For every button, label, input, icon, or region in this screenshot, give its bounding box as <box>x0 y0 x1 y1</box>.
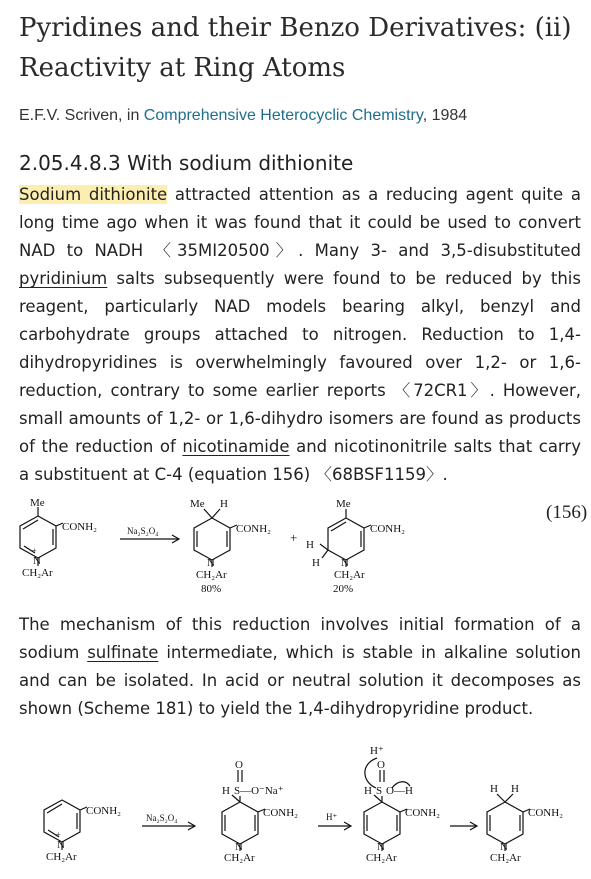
reagent-label: Na₂S₂O₄ <box>127 526 159 536</box>
year: , 1984 <box>422 107 468 124</box>
hydrogen-label: H <box>364 785 372 797</box>
equation-number: (156) <box>546 502 588 523</box>
text: and nicotinonitrile salts that carry a substituent at C-4 (equation 156) <box>19 437 581 484</box>
equation-156-diagram <box>0 494 591 602</box>
dihydropyridine-ring-16 <box>328 518 364 560</box>
yield-16-label: 20% <box>333 583 354 595</box>
amide-label: CONH₂ <box>263 807 299 819</box>
dihydropyridine-product-ring <box>487 802 523 844</box>
page-title: Pyridines and their Benzo Derivatives: (ii) Reactivity at Ring Atoms <box>19 13 572 83</box>
term-link-pyridinium[interactable]: pyridinium <box>19 269 108 288</box>
amide-label: CONH₂ <box>370 523 406 535</box>
nitrogen-label: N <box>341 557 349 569</box>
sulfur-label: S <box>376 785 383 797</box>
substituent-label: CH₂Ar <box>46 851 77 863</box>
amide-label: CONH₂ <box>405 807 441 819</box>
section-heading: 2.05.4.8.3 With sodium dithionite <box>19 151 354 175</box>
text: . <box>442 465 448 484</box>
nitrogen-label: N <box>57 839 65 851</box>
plus-sign: + <box>290 530 298 545</box>
amide-label: CONH₂ <box>236 523 272 535</box>
nitrogen-label: N <box>500 841 508 853</box>
reference-link[interactable]: 〈68BSF1159〉 <box>315 465 443 484</box>
substituent-label: CH₂Ar <box>22 567 53 579</box>
pyridinium-ring <box>20 516 56 558</box>
paragraph-1 <box>19 181 581 489</box>
text: . However, small amounts of 1,2- or 1,6-dihydro isomers are found as products of the reduction of <box>19 381 581 456</box>
nitrogen-label: N <box>207 557 215 569</box>
acid-label: H⁺ <box>326 812 338 822</box>
text: intermediate, which is stable in alkaline solution and can be isolated. In acid or neutral solution it decomposes as shown (Scheme 181) to yield the 1,4-dihydropyridine product. <box>19 643 581 718</box>
paragraph-2 <box>19 611 581 723</box>
methyl-label: Me <box>336 498 351 510</box>
methyl-label: Me <box>190 498 205 510</box>
amide-label: CONH₂ <box>86 805 122 817</box>
oxygen-label: O <box>377 759 385 771</box>
hydrogen-label: H <box>306 539 314 551</box>
reference-link[interactable]: 〈72CR1〉 <box>393 381 490 400</box>
yield-14-label: 80% <box>201 583 222 595</box>
nitrogen-label: N <box>377 841 385 853</box>
byline <box>19 107 467 125</box>
reference-link[interactable]: 〈35MI20500〉 <box>154 241 299 260</box>
pyridinium-ring <box>44 800 80 842</box>
substituent-label: CH₂Ar <box>334 569 365 581</box>
amide-label: CONH₂ <box>528 807 564 819</box>
term-link-nicotinamide[interactable]: nicotinamide <box>182 437 290 456</box>
protonated-adduct-ring <box>364 802 400 844</box>
hydrogen-label: H <box>312 557 320 569</box>
text: The mechanism of this reduction involves initial formation of a sodium <box>19 615 581 662</box>
sulfinate-group-label: S—O⁻Na⁺ <box>234 785 284 797</box>
reagent-label: Na₂S₂O₄ <box>146 813 178 823</box>
substituent-label: CH₂Ar <box>224 852 255 864</box>
methyl-label: Me <box>30 497 45 509</box>
scheme-181-diagram <box>0 740 591 875</box>
substituent-label: CH₂Ar <box>366 852 397 864</box>
dihydropyridine-ring-14 <box>194 518 230 560</box>
nitrogen-label: N <box>235 841 243 853</box>
sulfinate-adduct-ring <box>222 802 258 844</box>
term-link-sulfinate[interactable]: sulfinate <box>87 643 159 662</box>
substituent-label: CH₂Ar <box>196 569 227 581</box>
charge-label: + <box>56 830 61 839</box>
nitrogen-label: N <box>33 555 41 567</box>
hydrogen-label: H <box>220 498 228 510</box>
source-link[interactable]: Comprehensive Heterocyclic Chemistry <box>143 107 423 124</box>
hydroxyl-label: O—H <box>386 785 413 797</box>
text: salts subsequently were found to be reduced by this reagent, particularly NAD models bearing alkyl, benzyl and carbohydrate groups attached to nitrogen. Reduction to 1,4-dihydropyridines is overwhelmingly favoured over 1,2- or 1,6-reduction, contrary to some earlier reports <box>19 269 581 400</box>
charge-label: + <box>32 546 37 555</box>
hydrogen-label: H <box>511 783 519 795</box>
text: . Many 3- and 3,5-disubstituted <box>298 241 581 260</box>
authors: E.F.V. Scriven, in <box>19 107 144 124</box>
proton-label: H⁺ <box>370 745 384 757</box>
text: attracted attention as a reducing agent quite a long time ago when it was found that it could be used to convert NAD to NADH <box>19 185 581 260</box>
amide-label: CONH₂ <box>62 521 98 533</box>
curly-arrow <box>365 758 377 788</box>
substituent-label: CH₂Ar <box>490 852 521 864</box>
highlighted-term-sodium-dithionite[interactable]: Sodium dithionite <box>19 185 168 204</box>
hydrogen-label: H <box>490 783 498 795</box>
oxygen-label: O <box>235 759 243 771</box>
hydrogen-label: H <box>222 785 230 797</box>
